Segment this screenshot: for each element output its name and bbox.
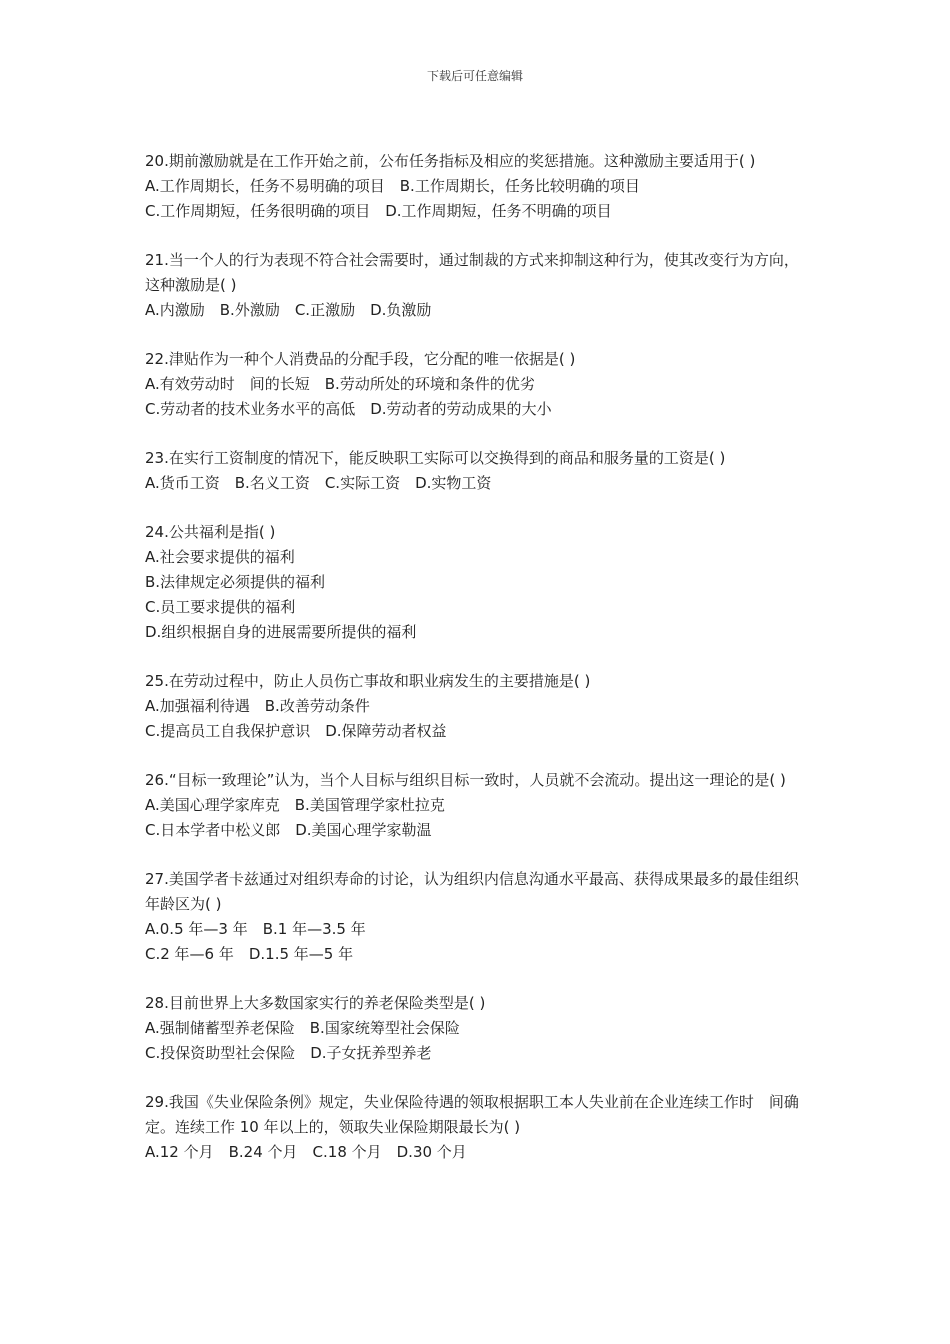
answer-options: A.加强福利待遇 B.改善劳动条件 bbox=[145, 697, 370, 715]
answer-option-d: D.组织根据自身的进展需要所提供的福利 bbox=[145, 623, 417, 641]
question-29 bbox=[145, 1090, 810, 1165]
answer-options: C.工作周期短，任务很明确的项目 D.工作周期短，任务不明确的项目 bbox=[145, 202, 612, 220]
question-text: 24.公共福利是指( ) bbox=[145, 523, 276, 541]
answer-options: C.2 年—6 年 D.1.5 年—5 年 bbox=[145, 945, 354, 963]
answer-options: C.提高员工自我保护意识 D.保障劳动者权益 bbox=[145, 722, 447, 740]
question-21 bbox=[145, 248, 810, 323]
answer-options: C.日本学者中松义郎 D.美国心理学家勒温 bbox=[145, 821, 432, 839]
answer-option-a: A.社会要求提供的福利 bbox=[145, 548, 295, 566]
question-26 bbox=[145, 768, 810, 843]
page-header: 下载后可任意编辑 bbox=[426, 69, 523, 83]
question-text: 27.美国学者卡兹通过对组织寿命的讨论，认为组织内信息沟通水平最高、获得成果最多的最佳组织年龄区为( ) bbox=[145, 870, 799, 913]
answer-options: A.12 个月 B.24 个月 C.18 个月 D.30 个月 bbox=[145, 1143, 467, 1161]
question-23 bbox=[145, 446, 810, 496]
answer-options: A.强制储蓄型养老保险 B.国家统筹型社会保险 bbox=[145, 1019, 460, 1037]
answer-option-c: C.员工要求提供的福利 bbox=[145, 598, 296, 616]
question-text: 21.当一个人的行为表现不符合社会需要时，通过制裁的方式来抑制这种行为，使其改变行为方向，这种激励是( ) bbox=[145, 251, 799, 294]
question-text: 22.津贴作为一种个人消费品的分配手段，它分配的唯一依据是( ) bbox=[145, 350, 576, 368]
question-text: 29.我国《失业保险条例》规定，失业保险待遇的领取根据职工本人失业前在企业连续工作时 间确定。连续工作 10 年以上的，领取失业保险期限最长为( ) bbox=[145, 1093, 799, 1136]
answer-options: A.0.5 年—3 年 B.1 年—3.5 年 bbox=[145, 920, 366, 938]
answer-options: A.美国心理学家库克 B.美国管理学家杜拉克 bbox=[145, 796, 445, 814]
answer-options: C.劳动者的技术业务水平的高低 D.劳动者的劳动成果的大小 bbox=[145, 400, 552, 418]
question-20 bbox=[145, 149, 810, 224]
question-28 bbox=[145, 991, 810, 1066]
question-22 bbox=[145, 347, 810, 422]
question-24 bbox=[145, 520, 810, 645]
question-27 bbox=[145, 867, 810, 967]
answer-options: A.有效劳动时 间的长短 B.劳动所处的环境和条件的优劣 bbox=[145, 375, 535, 393]
question-text: 28.目前世界上大多数国家实行的养老保险类型是( ) bbox=[145, 994, 486, 1012]
answer-options: C.投保资助型社会保险 D.子女抚养型养老 bbox=[145, 1044, 432, 1062]
question-text: 26.“目标一致理论”认为，当个人目标与组织目标一致时，人员就不会流动。提出这一理论的是( ) bbox=[145, 771, 786, 789]
question-25 bbox=[145, 669, 810, 744]
question-text: 25.在劳动过程中，防止人员伤亡事故和职业病发生的主要措施是( ) bbox=[145, 672, 591, 690]
answer-options: A.内激励 B.外激励 C.正激励 D.负激励 bbox=[145, 301, 432, 319]
question-text: 23.在实行工资制度的情况下，能反映职工实际可以交换得到的商品和服务量的工资是( ) bbox=[145, 449, 726, 467]
answer-options: A.工作周期长，任务不易明确的项目 B.工作周期长，任务比较明确的项目 bbox=[145, 177, 640, 195]
question-text: 20.期前激励就是在工作开始之前，公布任务指标及相应的奖惩措施。这种激励主要适用于( ) bbox=[145, 152, 756, 170]
answer-options: A.货币工资 B.名义工资 C.实际工资 D.实物工资 bbox=[145, 474, 492, 492]
answer-option-b: B.法律规定必须提供的福利 bbox=[145, 573, 326, 591]
question-list bbox=[145, 149, 810, 1189]
